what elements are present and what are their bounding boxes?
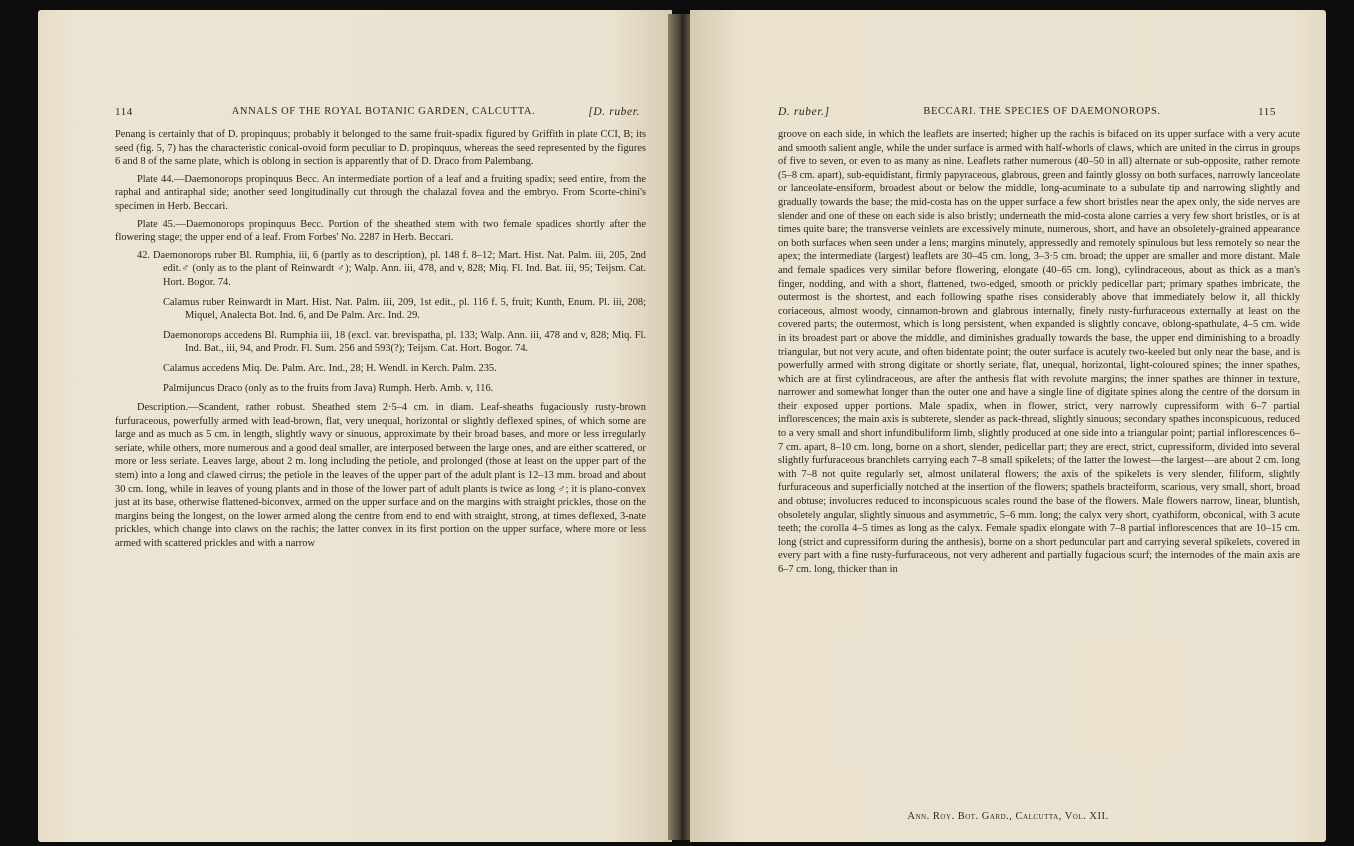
plate-45-caption: Plate 45.—Daemonorops propinquus Becc. Portion of the sheathed stem with two female spadices shortly after the flowering stage; the upper end of a leaf. From Forbes' No. 2287 in Herb. Beccari. (115, 218, 646, 244)
right-page-number: 115 (1258, 106, 1276, 118)
left-page-header (115, 106, 652, 128)
paragraph: Penang is certainly that of D. propinquus; probably it belonged to the same fruit-spadix figured by Griffith in plate CCI, B; its seed (fig. 5, 7) has the characteristic conical-ovoid form peculiar to D. propinquus, whereas the seed represented by the figures 6 and 8 of the same plate, which is oblong in section is apparently that of D. Draco from Palembang. (115, 129, 646, 168)
description-continued: groove on each side, in which the leaflets are inserted; higher up the rachis is bifaced on its upper surface with a very acute and smooth salient angle, while the under surface is armed with half-whorls of claws, which are united in the cirrus in groups of five to seven, or even to as many as nine. Leaflets rather numerous (40–50 in all) alternate or sub-opposite, rather remote (5–8 cm. apart), sub-equidistant, firmly papyraceous, glabrous, green and faintly glossy on both surfaces, narrowly lanceolate or lanceolate-ensiform, broadest about or below the middle, long-acuminate to a subulate tip and narrowing slightly and gradually towards the base; the mid-costa has on the upper surface a few short bristles near the apex only, the side nerves are slender and one of these on each side is also bristly; underneath the mid-costa alone carries a very few short bristles, or is at times quite bare; the transverse veinlets are excessively minute, numerous, short, and have an obsoletely-grained appearance on both surfaces when seen under a lens; margins minutely, appressedly and remotely spinulous but less remotely so near the apex; the intermediate (largest) leaflets are 30–45 cm. long, 3–3·5 cm. broad; the upper are smaller and more distant. Male and female spadices very similar before flowering, elongate (40–65 cm. long), cylindraceous, about as thick as a man's finger, nodding, and with a short, flattened, two-edged, smooth or prickly pedicellar part; primary spathes imbricate, the outermost is the shortest, and each following spathe rises considerably above that immediately below it, all thickly coriaceous, almost woody, cinnamon-brown and glabrous internally, finely rusty-furfuraceous externally at least on the covered parts; the outermost, which is long persistent, when expanded is slightly concave, oblong-spathulate, 4–5 cm. wide in its broadest part or above the middle, and diminishes gradually towards the base, the upper end diminishing to a broadly triangular, but not very acute, and often bidentate point; the outer surface is acutely two-keeled but only near the base, and is powerfully armed with strong digitate or shortly seriate, flat, unequal, horizontal, light-coloured spines; the inner spathes, which are at first cylindraceous, are after the anthesis flat with revolute margins; the inner spathes are thinner in texture, narrower and somewhat longer than the outer one and have a single line of digitate spines along the centre of the dorsum in their exposed upper portions. Male spadix, when in flower, strict, very narrowly cupressiform with 6–7 partial inflorescences; the main axis is subterete, slender as pack-thread, slightly sinuous; secondary spathes inconspicuous, reduced to a very small and short infundibuliform limb, slightly produced at one side into a triangular point; partial inflorescences 6–7 cm. apart, 8–10 cm. long, borne on a short, slender, pedicellar part; they are erect, strict, cupressiform, divided into several slightly furfuraceous branchlets carrying each 7–8 small spikelets; of the latter the lowest—the largest—are about 2 cm. long with 7–8 not quite regularly set, almost unilateral flowers; the axis of the spikelets is very slender, filiform, slightly furfuraceous and superficially notched at the insertion of the flowers; spathels bracteiform, scarious, very small, short, broad and obtuse; involucres reduced to inconspicuous scales round the base of the flowers. Male flowers narrow, linear, bluntish, obsoletely angular, slightly sinuous and asymmetric, 5–6 mm. long; the calyx very short, cyathiform, obconical, with 3 acute teeth; the corolla 4–5 times as long as the calyx. Female spadix elongate with 7–8 partial inflorescences that are 10–15 cm. long (strict and cupressiform during the anthesis), borne on a short peduncular part and carrying several spikelets, covered in every part with a fine rusty-furfuraceous, not very adherent and partially fugacious scurf; the internodes of the main axis are 6–7 cm. long, thicker than in (778, 129, 1300, 575)
right-page-header (778, 106, 1306, 128)
right-page (690, 10, 1326, 842)
synonym-entry: Palmijuncus Draco (only as to the fruits from Java) Rumph. Herb. Amb. v, 116. (163, 382, 494, 394)
synonym-entry: Daemonorops accedens Bl. Rumphia iii, 18 (excl. var. brevispatha, pl. 133; Walp. Ann. iii, 478 and v, 828; Miq. Fl. Ind. Bat., iii, 94, and Prodr. Fl. Sum. 256 and 593(?); Teijsm. Cat. Hort. Bogor. 74. (163, 329, 646, 355)
left-species-tag: [D. ruber. (588, 106, 640, 118)
right-page-footer: Ann. Roy. Bot. Gard., Calcutta, Vol. XII. (907, 811, 1109, 822)
right-page-text (778, 128, 1306, 577)
right-running-head: BECCARI. THE SPECIES OF DAEMONOROPS. (923, 106, 1161, 117)
description-paragraph: Description.—Scandent, rather robust. Sheathed stem 2·5–4 cm. in diam. Leaf-sheaths fugaciously rusty-brown furfuraceous, powerfully armed with lead-brown, flat, very unequal, horizontal or slightly deflexed spines, of which some are large and as much as 5 cm. in length, slightly wavy or sinuous, approximate by their broad bases, and more or less irregularly seriate, while others, more numerous and a good deal smaller, are interposed between the large ones, and are either scattered, or more or less seriate. Leaves large, about 2 m. long including the petiole, and prolonged (those at least on the upper part of the stem) into a long and clawed cirrus; the petiole in the leaves of the upper part of the adult plant is 12–13 mm. broad and about 30 cm. long, while in leaves of young plants and in those of the lower part of adult plants is twice as long ♂; it is plano-convex just at its base, otherwise flattened-biconvex, armed on the upper surface and on the margins with straight prickles, those on the margins being the longest, on the lower armed along the centre from end to end with straight, strong, at times deflexed, 3-nate prickles, which change into claws on the rachis; the latter convex in its first portion on the upper surface, where more or less armed with scattered prickles and with a narrow (115, 402, 646, 550)
left-page (38, 10, 672, 842)
plate-44-caption: Plate 44.—Daemonorops propinquus Becc. An intermediate portion of a leaf and a fruiting spadix; seed entire, from the raphal and antiraphal side; another seed longitudinally cut through the chalazal fovea and the embryo. From Scorte-chini's specimen in Herb. Beccari. (115, 173, 646, 212)
synonym-entry: Calamus ruber Reinwardt in Mart. Hist. Nat. Palm. iii, 209, 1st edit., pl. 116 f. 5, fruit; Kunth, Enum. Pl. iii, 208; Miquel, Analecta Bot. Ind. 6, and De Palm. Arc. Ind. 29. (163, 296, 646, 322)
synonym-entry: Calamus accedens Miq. De. Palm. Arc. Ind., 28; H. Wendl. in Kerch. Palm. 235. (163, 362, 497, 374)
species-entry-42: 42. Daemonorops ruber Bl. Rumphia, iii, 6 (partly as to description), pl. 148 f. 8–12; Mart. Hist. Nat. Palm. iii, 205, 2nd edit.♂ (only as to the plant of Reinwardt ♂); Walp. Ann. iii, 478, and v, 828; Miq. Fl. Ind. Bat. iii, 95; Teijsm. Cat. Hort. Bogor. 74. (137, 249, 646, 288)
right-species-tag: D. ruber.] (778, 106, 830, 118)
left-page-number: 114 (115, 106, 133, 118)
left-running-head: ANNALS OF THE ROYAL BOTANIC GARDEN, CALCUTTA. (231, 106, 536, 117)
left-page-text (115, 128, 652, 551)
